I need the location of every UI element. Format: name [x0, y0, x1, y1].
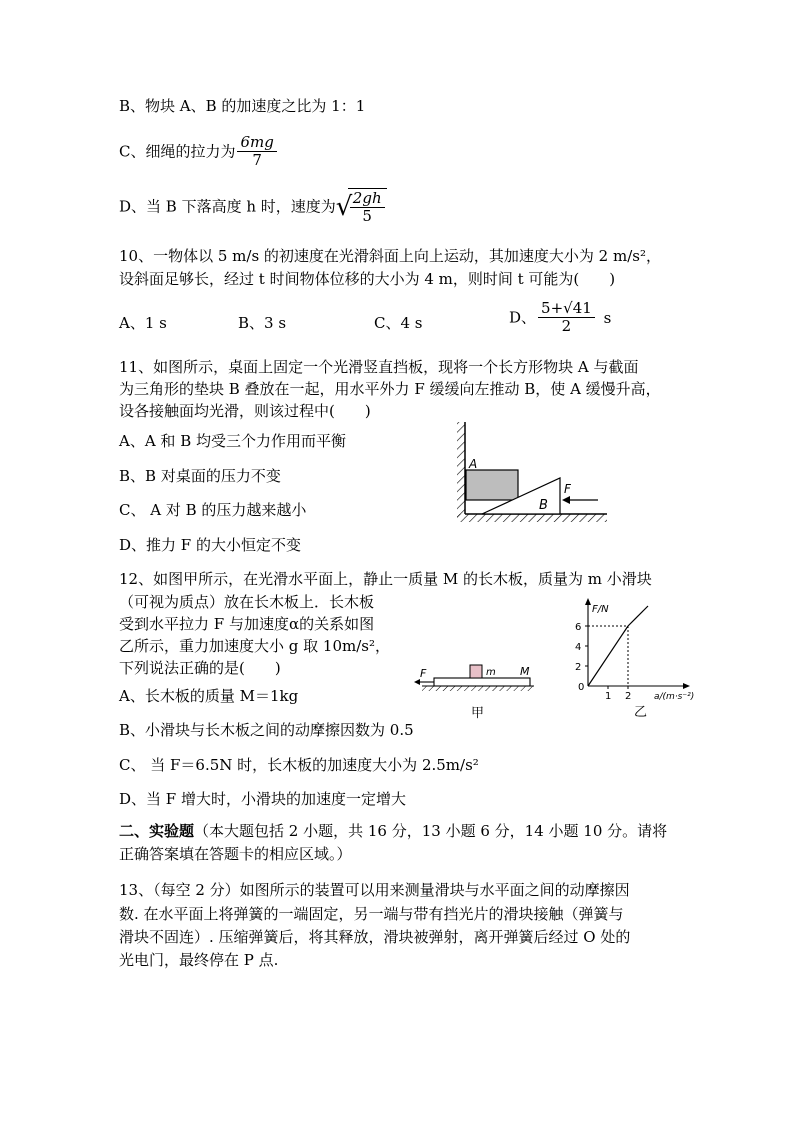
q12-line-1: 12、如图甲所示，在光滑水平面上，静止一质量 M 的长木板，质量为 m 小滑块	[119, 570, 652, 588]
q10-option-a: A、1 s	[119, 314, 167, 332]
section-2-line-2: 正确答案填在答题卡的相应区域。）	[119, 845, 352, 863]
q12-line-4: 乙所示，重力加速度大小 g 取 10m/s²，	[119, 637, 390, 655]
label-M: M	[520, 665, 530, 678]
y-tick-label-4: 4	[575, 642, 582, 653]
section-2-description: （本大题包括 2 小题，共 16 分，13 小题 6 分，14 小题 10 分。请将	[194, 822, 668, 840]
q11-figure	[452, 420, 612, 525]
q11-option-b: B、B 对桌面的压力不变	[119, 467, 281, 485]
q11-line-1: 11、如图所示，桌面上固定一个光滑竖直挡板，现将一个长方形物块 A 与截面	[119, 358, 639, 376]
q10-option-d	[509, 300, 611, 346]
x-tick-label-1: 1	[605, 691, 612, 702]
q10-option-b: B、3 s	[238, 314, 287, 332]
q12-figure-jia	[412, 658, 542, 720]
series-segment-1	[588, 626, 628, 686]
q12-chart-yi	[566, 598, 726, 720]
q13-line-1: 13、（每空 2 分）如图所示的装置可以用来测量滑块与水平面之间的动摩擦因	[119, 881, 630, 899]
caption-yi: 乙	[634, 705, 648, 720]
q12-line-3: 受到水平拉力 F 与加速度α的关系如图	[119, 615, 375, 633]
force-arrowhead	[562, 496, 570, 504]
q9d-sqrt: √ $\frac{2gh}{5}$	[336, 188, 387, 225]
x-axis-label: a/(m·s⁻²)	[654, 692, 695, 702]
q12-line-2: （可视为质点）放在长木板上．长木板	[119, 593, 375, 611]
q13-line-4: 光电门，最终停在 P 点.	[119, 951, 279, 969]
wall-hatch	[457, 422, 465, 518]
q9d-denominator: 5	[362, 207, 372, 225]
series-segment-2	[628, 606, 648, 626]
y-tick-label-6: 6	[575, 622, 582, 633]
q10d-numerator: 5+√41	[538, 300, 595, 318]
q10d-unit: s	[603, 308, 612, 327]
q9-option-d	[119, 188, 387, 232]
q10-option-c: C、4 s	[374, 314, 423, 332]
q11-option-c: C、 A 对 B 的压力越来越小	[119, 501, 307, 519]
q11-option-a: A、A 和 B 均受三个力作用而平衡	[119, 432, 346, 450]
q11-line-3: 设各接触面均光滑，则该过程中( )	[119, 402, 371, 420]
section-2-heading	[119, 821, 667, 841]
x-tick-label-2: 2	[625, 691, 632, 702]
ground-hatch	[422, 686, 534, 691]
q12-line-5: 下列说法正确的是( )	[119, 659, 281, 677]
label-b: B	[539, 498, 548, 513]
q13-line-3: 滑块不固连）. 压缩弹簧后，将其释放，滑块被弹射，离开弹簧后经过 O 处的	[119, 928, 631, 946]
floor-hatch	[457, 514, 607, 522]
q10d-denominator: 2	[561, 317, 572, 335]
q9-option-c-fraction	[237, 134, 276, 169]
origin-label: 0	[578, 682, 585, 693]
q10d-prefix: D、	[509, 308, 537, 327]
section-2-title: 二、实验题	[119, 822, 195, 840]
q10-line-1: 10、一物体以 5 m/s 的初速度在光滑斜面上向上运动，其加速度大小为 2 m/s²，	[119, 247, 661, 265]
q12-option-c: C、 当 F＝6.5N 时，长木板的加速度大小为 2.5m/s²	[119, 756, 479, 774]
caption-jia: 甲	[471, 706, 485, 720]
q11-option-d: D、推力 F 的大小恒定不变	[119, 536, 301, 554]
q9c-numerator: 6mg	[237, 134, 276, 152]
block-m	[470, 665, 482, 678]
q12-option-d: D、当 F 增大时，小滑块的加速度一定增大	[119, 790, 406, 808]
label-a: A	[469, 457, 478, 471]
label-f: F	[564, 482, 571, 496]
q12-option-a: A、长木板的质量 M＝1kg	[119, 687, 299, 705]
y-axis-arrowhead	[585, 598, 591, 605]
q10-line-2: 设斜面足够长，经过 t 时间物体位移的大小为 4 m，则时间 t 可能为( )	[119, 270, 616, 288]
q11-line-2: 为三角形的垫块 B 叠放在一起，用水平外力 F 缓缓向左推动 B，使 A 缓慢升高，	[119, 380, 661, 398]
x-axis-arrowhead	[683, 683, 690, 689]
q9-option-c	[119, 134, 277, 174]
q9-option-c-text: C、细绳的拉力为	[119, 142, 236, 161]
y-axis-label: F/N	[592, 604, 609, 615]
q12-option-b: B、小滑块与长木板之间的动摩擦因数为 0.5	[119, 721, 414, 739]
q9-option-d-text: D、当 B 下落高度 h 时，速度为	[119, 197, 336, 216]
block-a	[466, 470, 518, 500]
q13-line-2: 数. 在水平面上将弹簧的一端固定，另一端与带有挡光片的滑块接触（弹簧与	[119, 905, 624, 923]
label-m: m	[486, 667, 496, 678]
label-F-jia: F	[420, 667, 427, 680]
y-tick-label-2: 2	[575, 662, 582, 673]
q9d-numerator: 2gh	[350, 190, 385, 208]
q10d-fraction	[538, 300, 595, 335]
q9-option-b: B、物块 A、B 的加速度之比为 1：1	[119, 97, 366, 115]
q9c-denominator: 7	[252, 151, 262, 169]
board-M	[434, 678, 530, 686]
